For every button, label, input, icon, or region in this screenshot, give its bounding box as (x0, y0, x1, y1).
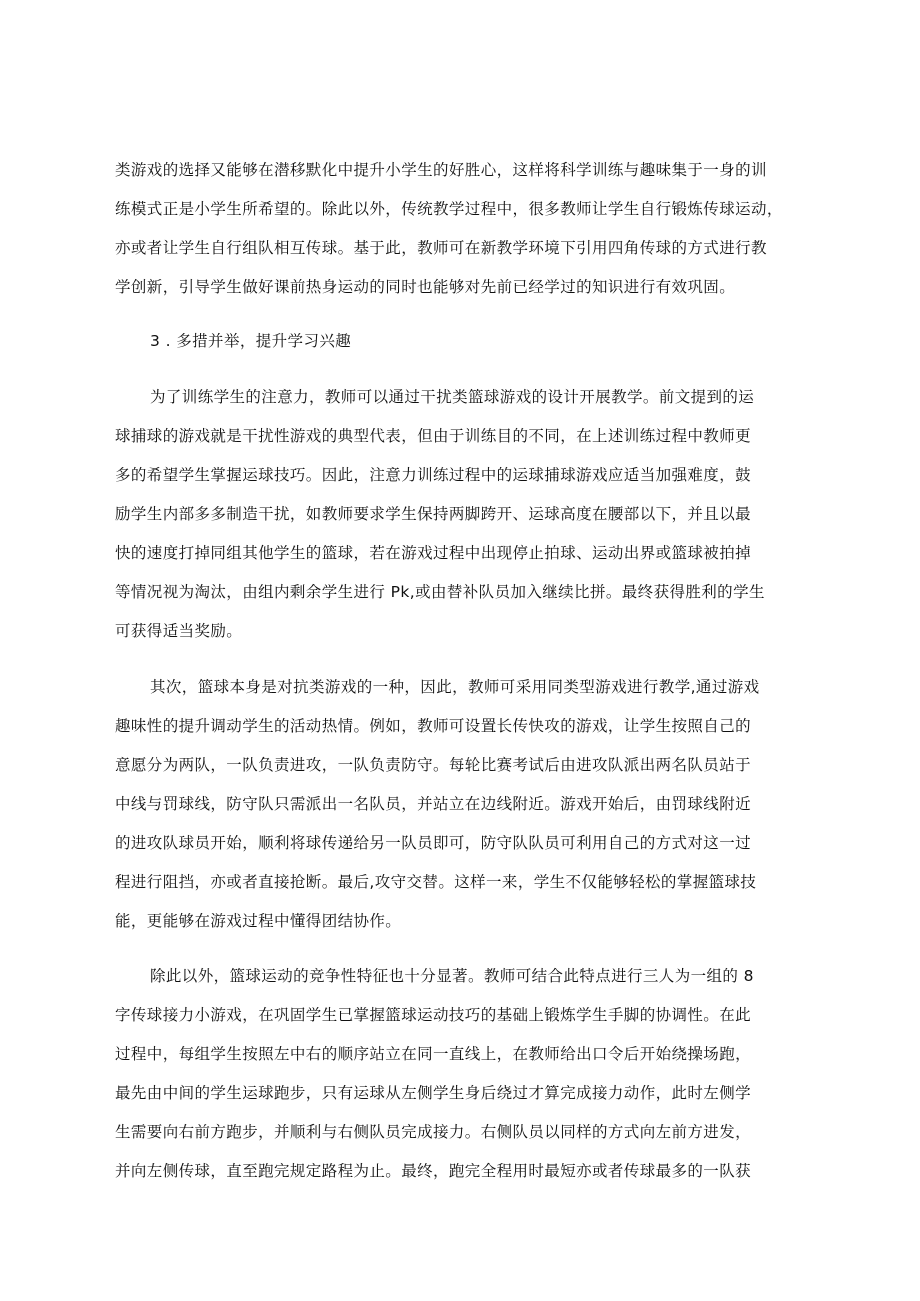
paragraph-attention-line-5: 快的速度打掉同组其他学生的篮球，若在游戏过程中出现停止拍球、运动出界或篮球被拍掉 (115, 544, 752, 562)
paragraph-attention-line-3: 多的希望学生掌握运球技巧。因此，注意力训练过程中的运球捕球游戏应适当加强难度，鼓 (115, 466, 752, 484)
paragraph-continuation-line-1: 类游戏的选择又能够在潜移默化中提升小学生的好胜心，这样将科学训练与趣味集于一身的训 (115, 161, 767, 179)
paragraph-continuation-line-2: 练模式正是小学生所希望的。除此以外，传统教学过程中，很多教师让学生自行锻炼传球运动， (115, 200, 783, 218)
paragraph-competition-line-1: 除此以外，篮球运动的竞争性特征也十分显著。教师可结合此特点进行三人为一组的 8 (150, 967, 754, 985)
paragraph-attention-line-6: 等情况视为淘汰，由组内剩余学生进行 Pk,或由替补队员加入继续比拼。最终获得胜利的学生 (115, 583, 765, 601)
paragraph-competition-line-3: 过程中，每组学生按照左中右的顺序站立在同一直线上，在教师给出口令后开始绕操场跑， (115, 1045, 752, 1063)
paragraph-confrontation-line-6: 程进行阻挡，亦或者直接抢断。最后,攻守交替。这样一来，学生不仅能够轻松的掌握篮球技 (115, 873, 757, 891)
paragraph-continuation-line-3: 亦或者让学生自行组队相互传球。基于此，教师可在新教学环境下引用四角传球的方式进行教 (115, 239, 767, 257)
paragraph-confrontation-line-1: 其次，篮球本身是对抗类游戏的一种，因此，教师可采用同类型游戏进行教学,通过游戏 (150, 678, 760, 696)
paragraph-attention-line-2: 球捕球的游戏就是干扰性游戏的典型代表，但由于训练目的不同，在上述训练过程中教师更 (115, 427, 752, 445)
paragraph-competition-line-2: 字传球接力小游戏，在巩固学生已掌握篮球运动技巧的基础上锻炼学生手脚的协调性。在此 (115, 1006, 752, 1024)
paragraph-confrontation-line-4: 中线与罚球线，防守队只需派出一名队员，并站立在边线附近。游戏开始后，由罚球线附近 (115, 795, 752, 813)
paragraph-attention-line-1: 为了训练学生的注意力，教师可以通过干扰类篮球游戏的设计开展教学。前文提到的运 (150, 388, 755, 406)
paragraph-confrontation-line-2: 趣味性的提升调动学生的活动热情。例如，教师可设置长传快攻的游戏，让学生按照自己的 (115, 717, 752, 735)
paragraph-competition-line-6: 并向左侧传球，直至跑完规定路程为止。最终，跑完全程用时最短亦或者传球最多的一队获 (115, 1162, 752, 1180)
section-heading: 3 . 多措并举，提升学习兴趣 (150, 332, 352, 350)
paragraph-confrontation-line-7: 能，更能够在游戏过程中懂得团结协作。 (115, 912, 402, 930)
paragraph-confrontation-line-3: 意愿分为两队，一队负责进攻，一队负责防守。每轮比赛考试后由进攻队派出两名队员站于 (115, 756, 752, 774)
paragraph-continuation-line-4: 学创新，引导学生做好课前热身运动的同时也能够对先前已经学过的知识进行有效巩固。 (115, 278, 736, 296)
paragraph-attention-line-4: 励学生内部多多制造干扰，如教师要求学生保持两脚跨开、运球高度在腰部以下，并且以最 (115, 505, 752, 523)
paragraph-confrontation-line-5: 的进攻队球员开始，顺利将球传递给另一队员即可，防守队队员可利用自己的方式对这一过 (115, 834, 752, 852)
paragraph-competition-line-5: 生需要向右前方跑步，并顺利与右侧队员完成接力。右侧队员以同样的方式向左前方进发， (115, 1123, 752, 1141)
paragraph-attention-line-7: 可获得适当奖励。 (115, 622, 243, 640)
paragraph-competition-line-4: 最先由中间的学生运球跑步，只有运球从左侧学生身后绕过才算完成接力动作，此时左侧学 (115, 1084, 752, 1102)
